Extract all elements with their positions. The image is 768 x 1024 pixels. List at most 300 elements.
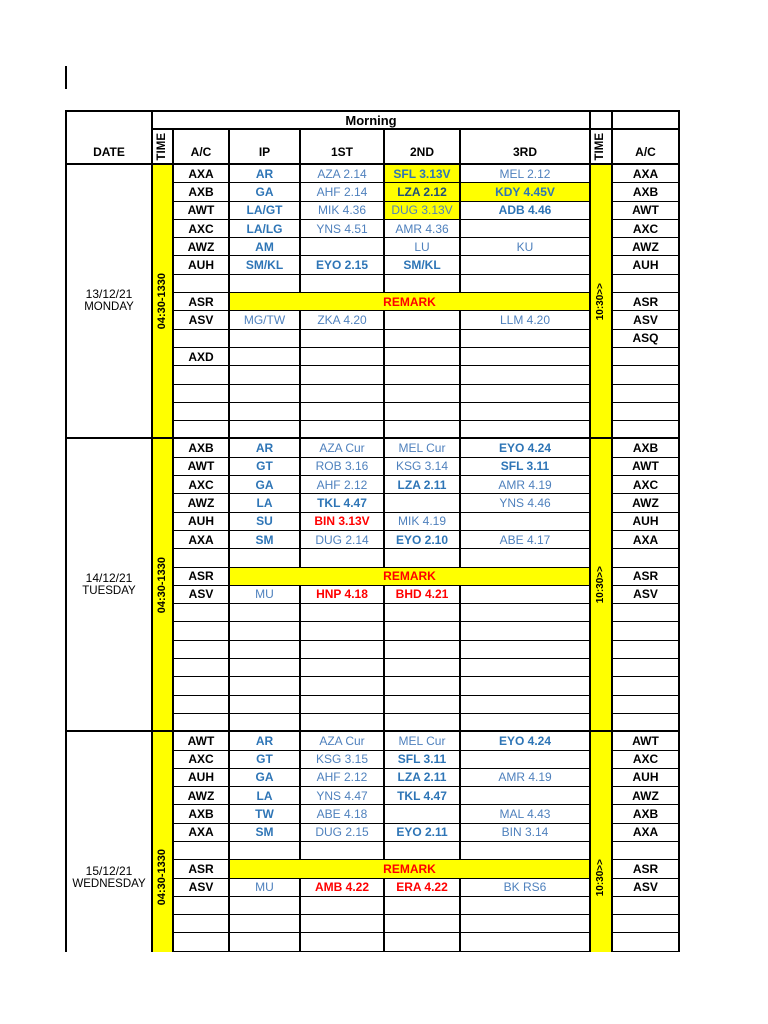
aircraft-code-right: AUH [632,258,659,273]
aircraft-cell-right [613,220,680,238]
aircraft-cell [174,751,230,769]
second-slot-text: KSG 3.14 [395,459,449,474]
header-ac-label: A/C [190,145,212,159]
aircraft-code: AXB [188,441,214,456]
aircraft-code-right: AUH [632,514,659,529]
second-slot-cell [385,714,461,732]
third-slot-text: KDY 4.45V [495,184,555,199]
date-text: 13/12/21 [85,287,133,302]
aircraft-cell-right [613,751,680,769]
schedule-page [65,110,680,952]
aircraft-cell-right [613,915,680,933]
ip-cell [230,202,301,220]
first-slot-cell [301,421,385,439]
second-slot-cell [385,677,461,695]
aircraft-cell [174,732,230,750]
shift-time-left-label: 04:30-1330 [156,556,168,613]
second-slot-cell [385,531,461,549]
aircraft-cell-right [613,787,680,805]
third-slot-cell [461,604,591,622]
ip-cell [230,696,301,714]
aircraft-cell-right [613,604,680,622]
first-slot-cell [301,622,385,640]
aircraft-code-right: AXA [632,166,659,181]
aircraft-cell-right [613,183,680,201]
shift-time-left-label: 04:30-1330 [156,849,168,906]
third-slot-cell [461,897,591,915]
aircraft-cell [174,494,230,512]
third-slot-text: ABE 4.17 [499,532,551,547]
third-slot-cell [461,385,591,403]
second-slot-cell [385,348,461,366]
header-time-right-label: TIME [594,132,607,161]
aircraft-cell [174,879,230,897]
second-slot-cell [385,513,461,531]
aircraft-code: ASV [188,313,214,328]
first-slot-text: AZA 2.14 [317,166,367,181]
aircraft-cell-right [613,641,680,659]
aircraft-cell-right [613,238,680,256]
aircraft-code-right: AXC [632,752,659,767]
remark-text: REMARK [383,569,436,584]
second-slot-text: BHD 4.21 [395,587,449,602]
second-slot-text: MEL Cur [398,733,446,748]
third-slot-cell [461,805,591,823]
second-slot-text: ERA 4.22 [396,880,448,895]
first-slot-text: HNP 4.18 [316,587,368,602]
ip-cell [230,330,301,348]
aircraft-cell-right [613,897,680,915]
first-slot-cell [301,238,385,256]
first-slot-text: EYO 2.15 [315,258,369,273]
first-slot-cell [301,549,385,567]
ip-text: AR [255,733,274,748]
aircraft-cell [174,659,230,677]
aircraft-cell-right [613,531,680,549]
aircraft-code-right: AWT [632,733,659,748]
aircraft-cell [174,641,230,659]
third-slot-cell [461,275,591,293]
aircraft-cell-right [613,714,680,732]
ip-cell [230,933,301,951]
aircraft-cell-right [613,659,680,677]
first-slot-text: YNS 4.47 [316,788,368,803]
second-slot-text: SFL 3.13V [393,166,451,181]
aircraft-code: ASR [188,294,214,309]
second-slot-cell [385,641,461,659]
ip-text: GA [255,477,274,492]
aircraft-cell-right [613,275,680,293]
second-slot-cell [385,458,461,476]
ip-text: LA/LG [246,221,283,236]
ip-cell [230,915,301,933]
aircraft-code: AWT [187,203,215,218]
ip-text: GT [256,752,273,767]
ip-text: GA [255,770,274,785]
third-slot-cell [461,531,591,549]
first-slot-cell [301,311,385,329]
aircraft-code-right: ASV [633,313,658,328]
first-slot-cell [301,897,385,915]
aircraft-cell-right [613,805,680,823]
third-slot-cell [461,732,591,750]
ip-cell [230,458,301,476]
aircraft-cell-right [613,385,680,403]
first-slot-text: AHF 2.12 [316,477,368,492]
second-slot-text: LZA 2.11 [397,477,447,492]
first-slot-text: AHF 2.14 [316,184,368,199]
aircraft-cell [174,714,230,732]
ip-cell [230,787,301,805]
aircraft-cell-right [613,860,680,878]
aircraft-code-right: ASQ [632,331,659,346]
third-slot-text: MEL 2.12 [499,166,551,181]
aircraft-code-right: AXB [632,441,659,456]
ip-text: LA [256,788,273,803]
ip-cell [230,879,301,897]
aircraft-cell-right [613,622,680,640]
date-text: 15/12/21 [85,863,133,878]
first-slot-cell [301,641,385,659]
first-slot-text: DUG 2.14 [315,532,369,547]
remark-cell [230,568,591,586]
first-slot-cell [301,183,385,201]
third-slot-cell [461,403,591,421]
remark-text: REMARK [383,861,436,876]
third-slot-cell [461,769,591,787]
first-slot-text: AHF 2.12 [316,770,368,785]
ip-text: TW [255,807,274,822]
third-slot-text: MAL 4.43 [499,807,551,822]
shift-time-right-label: 10:30>> [595,282,606,320]
third-slot-text: KU [516,239,534,254]
first-slot-cell [301,476,385,494]
aircraft-code: AWT [187,733,215,748]
second-slot-text: EYO 2.10 [395,532,449,547]
aircraft-cell [174,842,230,860]
header-first-label: 1ST [330,145,353,159]
remark-cell [230,293,591,311]
ip-text: GT [256,459,273,474]
second-slot-text: TKL 4.47 [397,788,447,803]
third-slot-cell [461,330,591,348]
ip-text: SU [256,514,273,529]
remark-cell [230,860,591,878]
aircraft-cell [174,385,230,403]
first-slot-cell [301,439,385,457]
aircraft-cell [174,183,230,201]
first-slot-cell [301,458,385,476]
second-slot-cell [385,586,461,604]
second-slot-cell [385,842,461,860]
ip-text: MU [255,880,274,895]
aircraft-cell-right [613,458,680,476]
ip-cell [230,183,301,201]
third-slot-text: BK RS6 [503,880,547,895]
third-slot-cell [461,458,591,476]
second-slot-cell [385,439,461,457]
header-time-left-cell [153,130,174,165]
aircraft-cell-right [613,769,680,787]
ip-cell [230,385,301,403]
aircraft-cell-right [613,421,680,439]
first-slot-cell [301,751,385,769]
aircraft-cell [174,549,230,567]
ip-text: SM [255,532,274,547]
aircraft-cell-right [613,933,680,951]
aircraft-cell [174,202,230,220]
schedule-grid [65,110,680,952]
first-slot-cell [301,604,385,622]
first-slot-text: YNS 4.51 [316,221,368,236]
header-time-right-cell [591,130,613,165]
aircraft-cell [174,330,230,348]
second-slot-text: MIK 4.19 [397,514,447,529]
first-slot-text: ABE 4.18 [316,807,368,822]
header-ac-right-label: A/C [635,145,656,159]
ip-text: AR [255,441,274,456]
third-slot-cell [461,202,591,220]
aircraft-cell [174,915,230,933]
aircraft-cell-right [613,696,680,714]
header-third-cell [461,130,591,165]
aircraft-cell [174,348,230,366]
ip-cell [230,494,301,512]
weekday-text: WEDNESDAY [72,877,146,890]
aircraft-code: AXA [188,532,214,547]
first-slot-cell [301,385,385,403]
third-slot-text: EYO 4.24 [498,441,552,456]
ip-cell [230,421,301,439]
third-slot-cell [461,494,591,512]
second-slot-cell [385,696,461,714]
ip-cell [230,586,301,604]
third-slot-cell [461,476,591,494]
third-slot-cell [461,238,591,256]
aircraft-code-right: ASR [632,294,659,309]
ip-cell [230,805,301,823]
ip-cell [230,641,301,659]
first-slot-cell [301,805,385,823]
first-slot-cell [301,220,385,238]
ip-cell [230,311,301,329]
date-text: 14/12/21 [85,570,133,585]
second-slot-cell [385,622,461,640]
first-slot-cell [301,933,385,951]
aircraft-cell-right [613,311,680,329]
aircraft-cell [174,696,230,714]
header-blank-cell [591,112,613,130]
third-slot-cell [461,513,591,531]
aircraft-cell [174,476,230,494]
third-slot-text: SFL 3.11 [500,459,550,474]
second-slot-cell [385,604,461,622]
first-slot-text: KSG 3.15 [315,752,369,767]
ip-cell [230,897,301,915]
aircraft-cell-right [613,476,680,494]
aircraft-cell-right [613,256,680,274]
ip-cell [230,275,301,293]
second-slot-cell [385,897,461,915]
ip-cell [230,366,301,384]
second-slot-cell [385,238,461,256]
third-slot-cell [461,824,591,842]
header-third-label: 3RD [512,145,537,159]
aircraft-cell [174,769,230,787]
aircraft-cell [174,458,230,476]
session-title: Morning [345,112,397,128]
aircraft-cell [174,933,230,951]
first-slot-cell [301,915,385,933]
aircraft-code: AUH [188,514,214,529]
shift-time-right-cell [591,732,613,952]
third-slot-cell [461,439,591,457]
third-slot-cell [461,256,591,274]
aircraft-cell [174,366,230,384]
third-slot-cell [461,751,591,769]
third-slot-cell [461,165,591,183]
aircraft-cell-right [613,824,680,842]
third-slot-text: ADB 4.46 [498,203,552,218]
ip-text: SM/KL [245,258,284,273]
aircraft-code-right: AXB [632,184,659,199]
first-slot-cell [301,732,385,750]
ip-cell [230,403,301,421]
third-slot-cell [461,879,591,897]
aircraft-code-right: ASR [632,569,659,584]
first-slot-text: ROB 3.16 [315,459,369,474]
first-slot-cell [301,879,385,897]
ip-text: LA [256,495,273,510]
second-slot-text: LU [414,239,430,254]
aircraft-cell [174,256,230,274]
ip-cell [230,165,301,183]
aircraft-code-right: ASR [632,861,659,876]
ip-text: AR [255,166,274,181]
ip-cell [230,439,301,457]
aircraft-cell [174,275,230,293]
ip-text: GA [255,184,274,199]
third-slot-text: AMR 4.19 [498,477,552,492]
first-slot-cell [301,586,385,604]
third-slot-cell [461,659,591,677]
first-slot-cell [301,714,385,732]
aircraft-code: AXC [188,221,214,236]
date-cell [67,165,153,439]
second-slot-cell [385,311,461,329]
aircraft-cell [174,805,230,823]
second-slot-cell [385,165,461,183]
second-slot-text: AMR 4.36 [395,221,449,236]
aircraft-cell [174,531,230,549]
first-slot-text: AZA Cur [319,441,365,456]
aircraft-cell-right [613,513,680,531]
aircraft-cell-right [613,842,680,860]
second-slot-cell [385,403,461,421]
ip-cell [230,476,301,494]
aircraft-cell [174,311,230,329]
second-slot-cell [385,366,461,384]
ip-text: MG/TW [243,313,286,328]
third-slot-cell [461,586,591,604]
aircraft-code-right: AXB [632,807,659,822]
header-second-label: 2ND [409,145,434,159]
first-slot-cell [301,275,385,293]
second-slot-cell [385,751,461,769]
aircraft-code-right: AUH [632,770,659,785]
aircraft-code: AXC [188,477,214,492]
third-slot-cell [461,622,591,640]
aircraft-cell [174,604,230,622]
aircraft-cell [174,787,230,805]
ip-text: SM [255,825,274,840]
third-slot-cell [461,714,591,732]
date-cell [67,439,153,732]
first-slot-cell [301,787,385,805]
third-slot-cell [461,842,591,860]
header-second-cell [385,130,461,165]
aircraft-code: AUH [188,770,214,785]
header-session-cell [153,112,591,130]
shift-time-right-label: 10:30>> [595,858,606,897]
ip-cell [230,604,301,622]
ip-cell [230,220,301,238]
aircraft-code-right: AWT [632,203,659,218]
shift-time-left-cell [153,732,174,952]
first-slot-cell [301,348,385,366]
shift-time-right-cell [591,165,613,439]
second-slot-text: SM/KL [403,258,441,273]
aircraft-cell [174,165,230,183]
aircraft-code: AXC [188,752,214,767]
second-slot-cell [385,330,461,348]
aircraft-cell [174,513,230,531]
shift-time-right-label: 10:30>> [595,566,606,604]
second-slot-cell [385,732,461,750]
aircraft-cell [174,586,230,604]
second-slot-cell [385,879,461,897]
aircraft-cell-right [613,549,680,567]
aircraft-code: ASR [188,569,214,584]
header-ip-cell [230,130,301,165]
first-slot-text: AZA Cur [319,733,365,748]
aircraft-cell [174,403,230,421]
aircraft-code: AWZ [187,239,215,254]
aircraft-cell-right [613,348,680,366]
third-slot-text: BIN 3.14 [501,825,549,840]
aircraft-cell [174,568,230,586]
remark-text: REMARK [383,294,436,309]
aircraft-code: ASV [188,880,214,895]
second-slot-cell [385,220,461,238]
weekday-text: MONDAY [84,301,134,314]
aircraft-cell [174,897,230,915]
shift-time-right-cell [591,439,613,732]
third-slot-cell [461,677,591,695]
aircraft-code: AWT [187,459,215,474]
aircraft-cell-right [613,439,680,457]
ip-cell [230,769,301,787]
second-slot-cell [385,915,461,933]
first-slot-text: TKL 4.47 [317,495,367,510]
first-slot-cell [301,165,385,183]
aircraft-code: ASR [188,861,214,876]
weekday-text: TUESDAY [82,584,136,597]
ip-text: LA/GT [246,203,283,218]
first-slot-cell [301,531,385,549]
first-slot-cell [301,696,385,714]
aircraft-code-right: AXC [632,477,659,492]
